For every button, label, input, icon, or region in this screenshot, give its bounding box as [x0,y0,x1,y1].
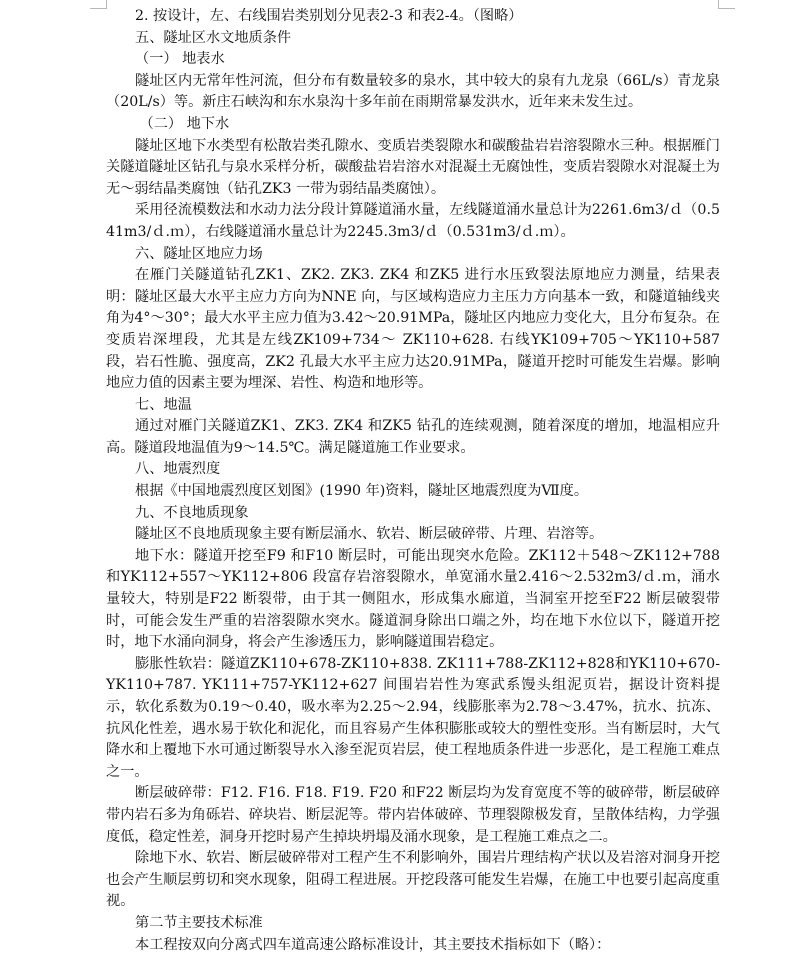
paragraph: 地下水：隧道开挖至F9 和F10 断层时，可能出现突水危险。ZK112＋548～ZK112+788 和YK112+557～YK112+806 段富存岩溶裂隙水，单宽涌水量2.416～2.532m3/ｄ.ｍ，涌水量较大，特别是F22 断裂带，由于其一侧阻水，形成集水廊道，当洞室开挖至F22 断层破裂带时，可能会发生严重的岩溶裂隙水突水。隧道洞身除出口端之外，均在地下水位以下，隧道开挖时，地下水涌向洞身，将会产生渗透压力，影响隧道围岩稳定。 [106,547,725,651]
section-heading: 七、地温 [135,396,192,413]
document-page [106,6,725,956]
paragraph: 根据《中国地震烈度区划图》(1990 年)资料，隧址区地震烈度为Ⅶ度。 [135,483,589,500]
paragraph: 通过对雁门关隧道ZK1、ZK3. ZK4 和ZK5 钻孔的连续观测，随着深度的增加，地温相应升高。隧道段地温值为9～14.5℃。满足隧道施工作业要求。 [106,418,720,456]
section-heading: 第二节主要技术标准 [135,914,263,931]
page-corner-mark-right [718,0,735,9]
paragraph: 断层破碎带：F12. F16. F18. F19. F20 和F22 断层均为发育宽度不等的破碎带，断层破碎带内岩石多为角砾岩、碎块岩、断层泥等。带内岩体破碎、节理裂隙极发育，呈散体结构，力学强度低，稳定性差，洞身开挖时易产生掉块坍塌及涌水现象，是工程施工难点之二。 [106,785,720,845]
paragraph: 2. 按设计，左、右线围岩类别划分见表2-3 和表2-4。（图略） [135,8,523,24]
section-heading: 八、地震烈度 [135,461,221,478]
paragraph: 隧址区地下水类型有松散岩类孔隙水、变质岩类裂隙水和碳酸盐岩岩溶裂隙水三种。根据雁门关隧道隧址区钻孔与泉水采样分析，碳酸盐岩岩溶水对混凝土无腐蚀性，变质岩裂隙水对混凝土为无～弱结晶类腐蚀（钻孔ZK3 一带为弱结晶类腐蚀）。 [106,137,720,197]
paragraph: 隧址区内无常年性河流，但分布有数量较多的泉水，其中较大的泉有九龙泉（66L/s）青龙泉（20L/s）等。新庄石峡沟和东水泉沟十多年前在雨期常暴发洪水，近年来未发生过。 [106,72,720,111]
paragraph: 采用径流模数法和水动力法分段计算隧道涌水量，左线隧道涌水量总计为2261.6m3/ｄ（0.541m3/ｄ.ｍ），右线隧道涌水量总计为2245.3m3/ｄ（0.531m3/ｄ.ｍ）。 [106,202,720,240]
section-heading: 六、隧址区地应力场 [135,245,263,262]
paragraph: 本工程按双向分离式四车道高速公路标准设计，其主要技术指标如下（略）： [135,936,611,953]
subsection-heading: （二） 地下水 [135,115,230,132]
subsection-heading: （一） 地表水 [135,51,225,68]
page-corner-mark-left [90,0,107,9]
section-heading: 九、不良地质现象 [135,504,249,521]
paragraph: 除地下水、软岩、断层破碎带对工程产生不利影响外，围岩片理结构产状以及岩溶对洞身开挖也会产生顺层剪切和突水现象，阻碍工程进展。开挖段落可能发生岩爆，在施工中也要引起高度重视。 [106,850,720,910]
paragraph: 在雁门关隧道钻孔ZK1、ZK2. ZK3. ZK4 和ZK5 进行水压致裂法原地应力测量，结果表明：隧址区最大水平主应力方向为NNE 向，与区域构造应力主压力方向基本一致，和隧道轴线夹角为4°～30°；最大水平主应力值为3.42～20.91MPa，隧址区内地应力变化大，且分布复杂。在变质岩深埋段，尤其是左线ZK109+734～ ZK110+628. 右线YK109+705～YK110+587 段，岩石性脆、强度高，ZK2 孔最大水平主应力达20.91MPa，隧道开挖时可能发生岩爆。影响地应力值的因素主要为埋深、岩性、构造和地形等。 [106,267,725,392]
paragraph: 膨胀性软岩：隧道ZK110+678-ZK110+838. ZK111+788-ZK112+828和YK110+670-YK110+787. YK111+757-YK112+627 间围岩岩性为寒武系馒头组泥页岩，据设计资料提示，软化系数为0.19～0.40，吸水率为2.25～2.94，线膨胀率为2.78～3.47%，抗水、抗冻、抗风化性差，遇水易于软化和泥化，而且容易产生体积膨胀或较大的塑性变形。当有断层时，大气降水和上覆地下水可通过断裂导水入渗至泥页岩层，使工程地质条件进一步恶化，是工程施工难点之一。 [106,655,720,780]
section-heading: 五、隧址区水文地质条件 [135,29,292,46]
paragraph: 隧址区不良地质现象主要有断层涌水、软岩、断层破碎带、片理、岩溶等。 [135,526,604,543]
